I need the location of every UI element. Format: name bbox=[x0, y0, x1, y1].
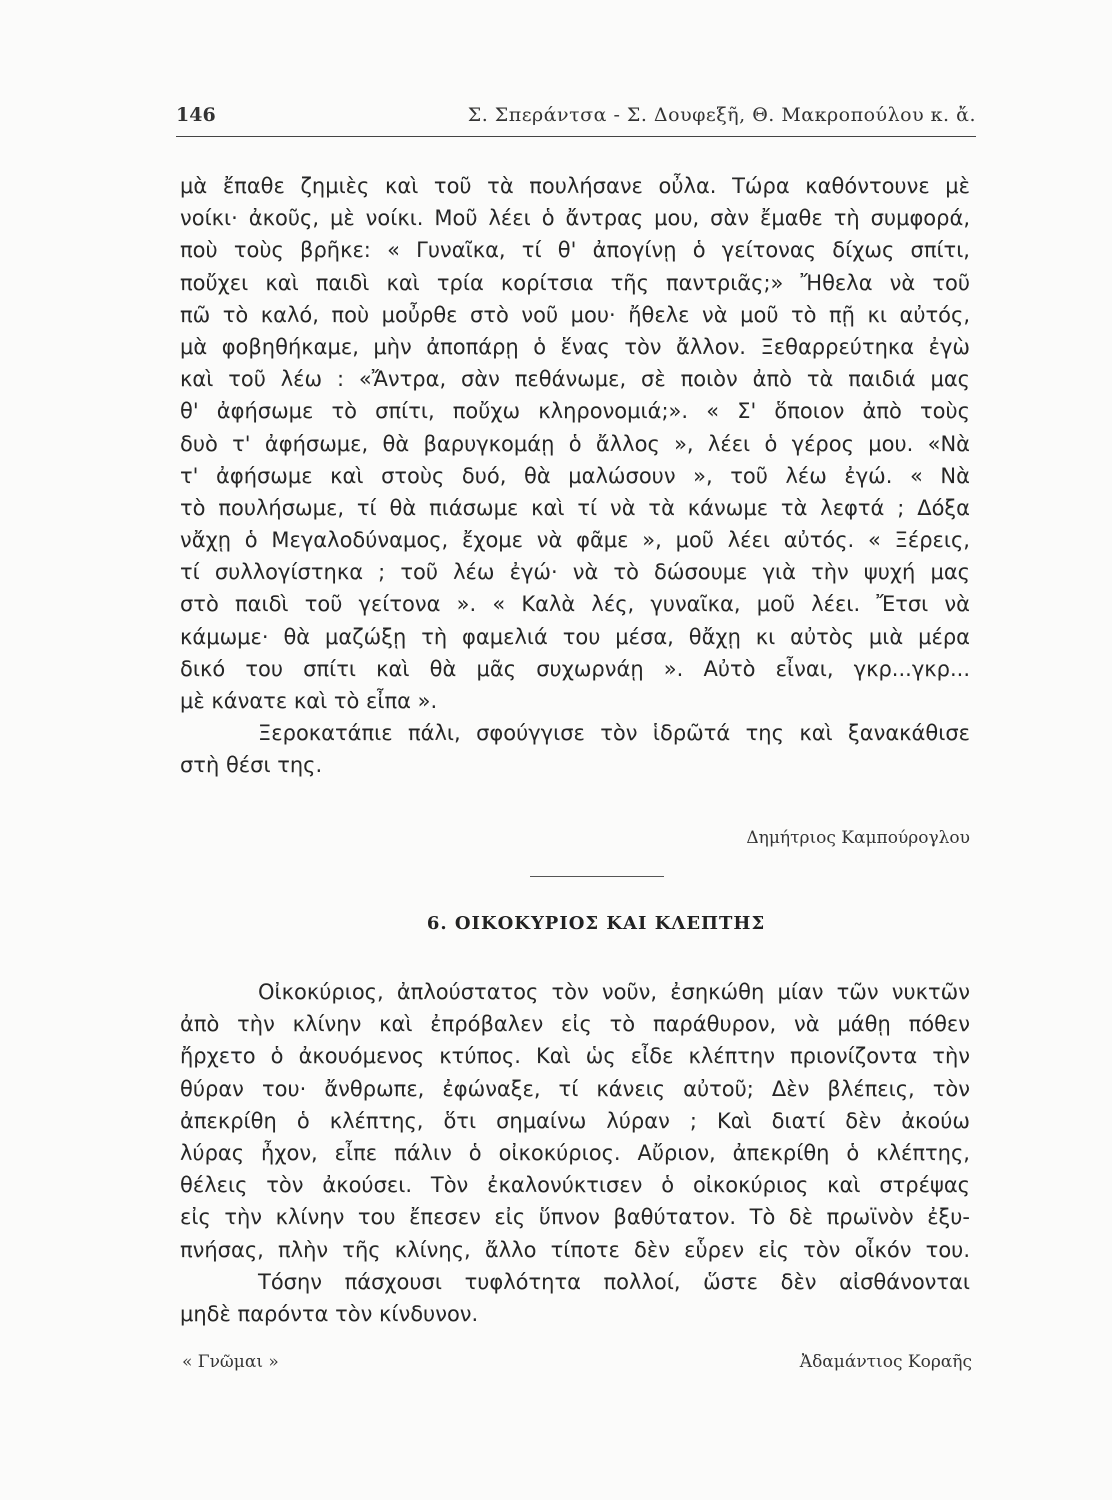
author-name: Ἀδαμάντιος Κοραῆς bbox=[799, 1352, 972, 1372]
source-title: « Γνῶμαι » bbox=[182, 1352, 279, 1372]
page-number: 146 bbox=[176, 104, 216, 126]
section-separator bbox=[530, 876, 664, 877]
text-line: τ' ἀφήσωμε καὶ στοὺς δυό, θὰ μαλώσουν », τοῦ λέω ἐγώ. « Νὰ bbox=[180, 463, 970, 488]
text-line: ἀπὸ τὴν κλίνην καὶ ἐπρόβαλεν εἰς τὸ παράθυρον, νὰ μάθῃ πόθεν bbox=[180, 1012, 970, 1037]
text-line: πνήσας, πλὴν τῆς κλίνης, ἄλλο τίποτε δὲν εὗρεν εἰς τὸν οἶκόν του. bbox=[180, 1237, 970, 1262]
text-line: μὰ ἔπαθε ζημιὲς καὶ τοῦ τὰ πουλήσανε οὖλα. Τώρα καθόντουνε μὲ bbox=[180, 174, 970, 198]
text-line: νοίκι· ἀκοῦς, μὲ νοίκι. Μοῦ λέει ὁ ἄντρας μου, σὰν ἔμαθε τὴ συμφορά, bbox=[180, 206, 970, 231]
page-header bbox=[176, 100, 976, 136]
text-line: ποὺ τοὺς βρῆκε: « Γυναῖκα, τί θ' ἀπογίνῃ ὁ γείτονας δίχως σπίτι, bbox=[180, 238, 970, 263]
text-line: δυὸ τ' ἀφήσωμε, θὰ βαρυγκομάῃ ὁ ἄλλος », λέει ὁ γέρος μου. «Νὰ bbox=[180, 431, 970, 456]
text-line: δικό του σπίτι καὶ θὰ μᾶς συχωρνάῃ ». Αὐτὸ εἶναι, γκρ...γκρ... bbox=[180, 656, 970, 681]
text-line: τί συλλογίστηκα ; τοῦ λέω ἐγώ· νὰ τὸ δώσουμε γιὰ τὴν ψυχή μας bbox=[180, 560, 970, 585]
text-line: νἄχῃ ὁ Μεγαλοδύναμος, ἔχομε νὰ φᾶμε », μοῦ λέει αὐτός. « Ξέρεις, bbox=[180, 528, 970, 553]
text-line: μὲ κάνατε καὶ τὸ εἶπα ». bbox=[180, 689, 438, 713]
text-line: στὸ παιδὶ τοῦ γείτονα ». « Καλὰ λές, γυναῖκα, μοῦ λέει. Ἔτσι νὰ bbox=[180, 592, 970, 617]
text-line: θέλεις τὸν ἀκούσει. Τὸν ἐκαλονύκτισεν ὁ οἰκοκύριος καὶ στρέψας bbox=[180, 1173, 970, 1198]
attribution-row bbox=[182, 1346, 972, 1376]
text-line: Οἰκοκύριος, ἀπλούστατος τὸν νοῦν, ἐσηκώθη μίαν τῶν νυκτῶν bbox=[258, 980, 970, 1004]
text-line: Τόσην πάσχουσι τυφλότητα πολλοί, ὥστε δὲν αἰσθάνονται bbox=[258, 1269, 970, 1294]
text-line: πῶ τὸ καλό, ποὺ μοὖρθε στὸ νοῦ μου· ἤθελε νὰ μοῦ τὸ πῇ κι αὐτός, bbox=[180, 302, 970, 327]
text-line: ποὔχει καὶ παιδὶ καὶ τρία κορίτσια τῆς παντριᾶς;» Ἤθελα νὰ τοῦ bbox=[180, 270, 970, 295]
header-rule bbox=[176, 136, 976, 137]
text-line: μηδὲ παρόντα τὸν κίνδυνον. bbox=[180, 1301, 479, 1326]
text-line: ἤρχετο ὁ ἀκουόμενος κτύπος. Καὶ ὡς εἶδε κλέπτην πριονίζοντα τὴν bbox=[180, 1044, 970, 1069]
section-text bbox=[180, 976, 970, 1330]
text-line: μὰ φοβηθήκαμε, μὴν ἀποπάρῃ ὁ ἕνας τὸν ἄλλον. Ξεθαρρεύτηκα ἐγὼ bbox=[180, 334, 970, 359]
text-line: ἀπεκρίθη ὁ κλέπτης, ὅτι σημαίνω λύραν ; Καὶ διατί δὲν ἀκούω bbox=[180, 1108, 970, 1133]
text-line: θ' ἀφήσωμε τὸ σπίτι, ποὔχω κληρονομιά;». « Σ' ὅποιον ἀπὸ τοὺς bbox=[180, 399, 970, 424]
text-line: καὶ τοῦ λέω : «Ἄντρα, σὰν πεθάνωμε, σὲ ποιὸν ἀπὸ τὰ παιδιά μας bbox=[180, 367, 970, 392]
text-line: θύραν του· ἄνθρωπε, ἐφώναξε, τί κάνεις αὐτοῦ; Δὲν βλέπεις, τὸν bbox=[180, 1076, 970, 1101]
story-one-text bbox=[180, 170, 970, 782]
text-line: στὴ θέσι της. bbox=[180, 753, 323, 778]
text-line: κάμωμε· θὰ μαζώξῃ τὴ φαμελιά του μέσα, θἄχῃ κι αὐτὸς μιὰ μέρα bbox=[180, 624, 970, 649]
running-head: Σ. Σπεράντσα - Σ. Δουφεξῆ, Θ. Μακροπούλου κ. ἄ. bbox=[467, 104, 976, 126]
text-line: Ξεροκατάπιε πάλι, σφούγγισε τὸν ἱδρῶτά της καὶ ξανακάθισε bbox=[258, 721, 970, 746]
text-line: εἰς τὴν κλίνην του ἔπεσεν εἰς ὕπνον βαθύτατον. Τὸ δὲ πρωϊνὸν ἐξυ- bbox=[180, 1205, 970, 1230]
section-title: 6. ΟΙΚΟΚΥΡΙΟΣ ΚΑΙ ΚΛΕΠΤΗΣ bbox=[426, 913, 766, 934]
author-signature: Δημήτριος Καμπούρογλου bbox=[746, 828, 970, 848]
text-line: λύρας ἦχον, εἶπε πάλιν ὁ οἰκοκύριος. Αὔριον, ἀπεκρίθη ὁ κλέπτης, bbox=[180, 1140, 970, 1165]
text-line: τὸ πουλήσωμε, τί θὰ πιάσωμε καὶ τί νὰ τὰ κάνωμε τὰ λεφτά ; Δόξα bbox=[180, 495, 970, 520]
